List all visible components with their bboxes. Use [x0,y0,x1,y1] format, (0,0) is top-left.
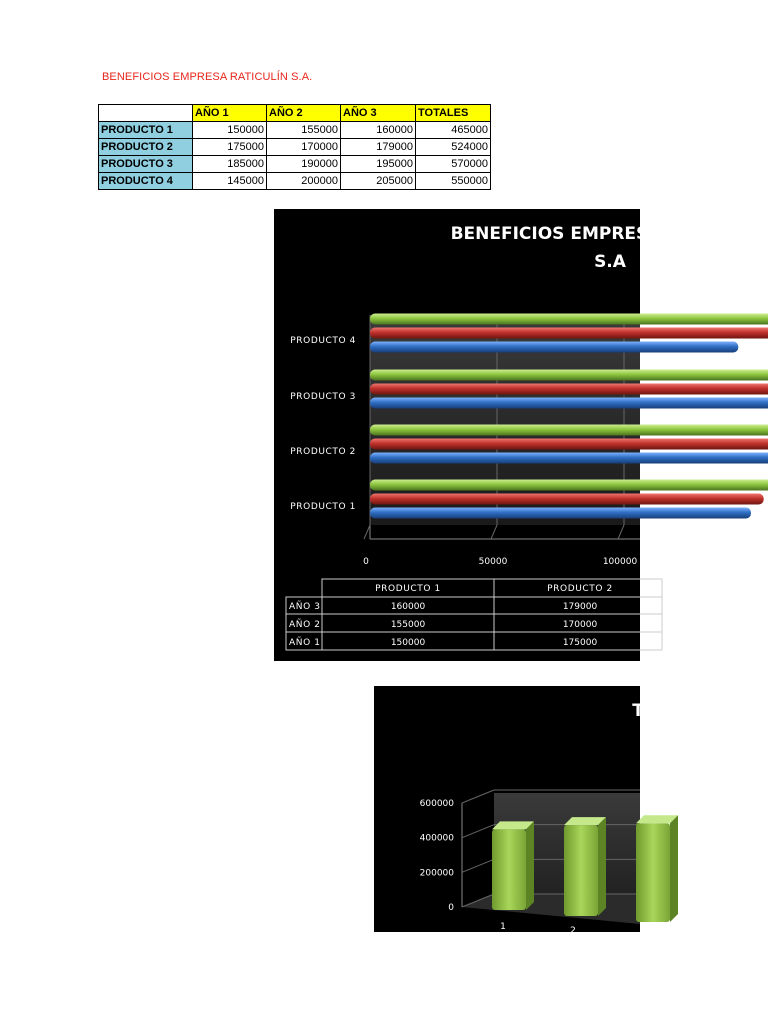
data-table-cell: 175000 [562,638,598,648]
table-cell: 155000 [267,122,341,139]
y-category-label: PRODUCTO 4 [290,336,356,346]
data-table-row-label: AÑO 3 [289,602,321,612]
table-row [99,139,491,156]
data-table-row-label: AÑO 2 [289,620,321,630]
bar [370,453,768,464]
row-label: PRODUCTO 1 [99,122,193,139]
bar [370,494,764,505]
row-label: PRODUCTO 3 [99,156,193,173]
table-header-cell: TOTALES [416,105,491,122]
bar [370,398,768,409]
data-table-col-header: PRODUCTO 2 [547,584,613,594]
bar [370,314,768,325]
bar [370,342,738,353]
bar-chart-canvas [274,209,662,661]
bar [370,508,751,519]
table-cell: 570000 [416,156,491,173]
data-table-cell: 155000 [390,620,426,630]
table-header-cell: AÑO 3 [341,105,416,122]
row-label: PRODUCTO 2 [99,139,193,156]
bar [370,384,768,395]
column-bar-side [598,817,606,916]
x-category-label: 1 [500,922,506,932]
table-row [99,156,491,173]
x-tick-label: 100000 [602,557,638,567]
data-table-cell: 170000 [562,620,598,630]
gridline-depth [364,525,370,539]
table-cell: 150000 [193,122,267,139]
column-chart[interactable] [374,686,646,940]
bar [370,370,768,381]
table-cell: 550000 [416,173,491,190]
data-table-body-frame [286,597,662,650]
chart-title-line-2: S.A [594,252,626,272]
column-bar-side [670,815,678,922]
column-chart-canvas [374,686,646,940]
plot-floor [462,894,640,924]
column-bar [492,829,526,910]
bar [370,328,768,339]
table-cell: 200000 [267,173,341,190]
data-table-cell: 179000 [562,602,598,612]
x-tick-label: 0 [363,557,369,567]
chart-title-line-1: BENEFICIOS EMPRESA [450,224,662,244]
table-cell: 195000 [341,156,416,173]
table-header-cell: AÑO 1 [193,105,267,122]
table-cell: 179000 [341,139,416,156]
chart-title: T [632,701,644,721]
y-category-label: PRODUCTO 1 [290,502,356,512]
table-cell: 205000 [341,173,416,190]
x-category-label: 2 [570,926,576,936]
table-cell: 185000 [193,156,267,173]
table-cell: 175000 [193,139,267,156]
table-row [99,173,491,190]
x-category-label: 3 [640,930,646,940]
data-table-cell: 160000 [390,602,426,612]
y-tick-label: 400000 [419,833,454,844]
gridline-depth [618,525,624,539]
y-tick-label: 600000 [419,799,454,809]
table-row [99,122,491,139]
gridline-depth [462,859,494,872]
row-label: PRODUCTO 4 [99,173,193,190]
table-header-cell: AÑO 2 [267,105,341,122]
y-tick-label: 0 [448,903,454,913]
y-category-label: PRODUCTO 2 [290,447,356,457]
bar [370,425,768,436]
gridline-depth [462,790,494,803]
document-title: BENEFICIOS EMPRESA RATICULÍN S.A. [102,71,313,83]
y-category-label: PRODUCTO 3 [290,392,356,402]
bar [370,439,768,450]
data-table-col-header: PRODUCTO 1 [375,584,441,594]
column-bar [564,825,598,916]
table-cell: 170000 [267,139,341,156]
horizontal-bar-chart[interactable] [274,209,662,661]
table-cell: 160000 [341,122,416,139]
column-bar-side [526,821,534,910]
data-table-row-label: AÑO 1 [289,638,321,648]
gridline-depth [491,525,497,539]
table-cell: 465000 [416,122,491,139]
y-tick-label: 200000 [419,868,454,879]
table-cell: 145000 [193,173,267,190]
data-table [98,104,491,190]
column-bar [636,823,670,922]
data-table-cell: 150000 [390,638,426,648]
table-cell: 190000 [267,156,341,173]
table-header-row [99,105,491,122]
table-cell: 524000 [416,139,491,156]
bar [370,480,768,491]
x-tick-label: 50000 [478,557,508,567]
gridline-depth [462,825,494,838]
table-corner-cell [99,105,193,122]
